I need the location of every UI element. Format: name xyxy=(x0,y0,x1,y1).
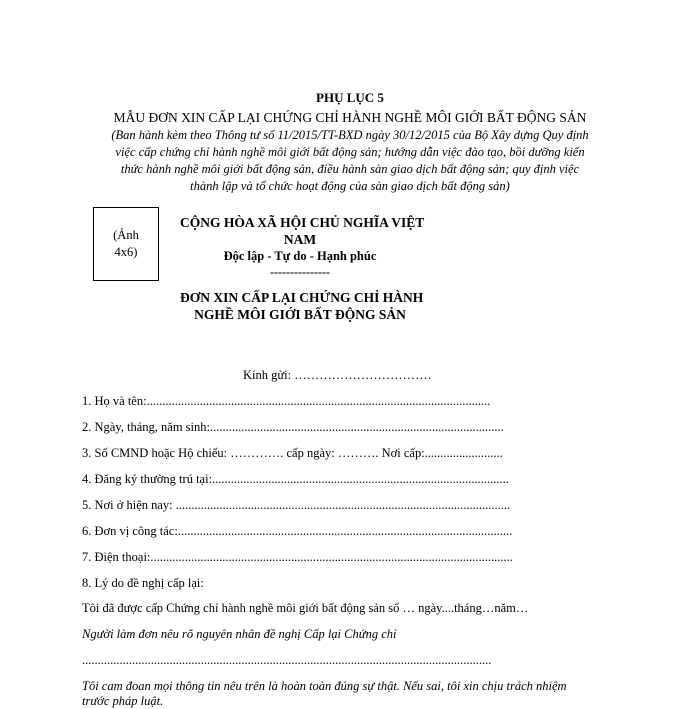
field-permanent-residence: 4. Đăng ký thường trú tại:............................................................................................... xyxy=(82,472,509,486)
photo-placeholder xyxy=(93,207,159,281)
subtitle-line: thành lập và tổ chức hoạt động của sàn giao dịch bất động sản) xyxy=(190,179,510,193)
certificate-statement: Tôi đã được cấp Chứng chỉ hành nghề môi giới bất động sản số … ngày....tháng…năm… xyxy=(82,601,529,615)
appendix-label: PHỤ LỤC 5 xyxy=(316,90,384,105)
field-full-name: 1. Họ và tên:.............................................................................................................. xyxy=(82,394,491,408)
field-reissue-reason: 8. Lý do đề nghị cấp lại: xyxy=(82,576,204,590)
national-title-line: CỘNG HÒA XÃ HỘI CHỦ NGHĨA VIỆT xyxy=(180,215,425,230)
document-title: MẪU ĐƠN XIN CẤP LẠI CHỨNG CHỈ HÀNH NGHỀ MÔI GIỚI BẤT ĐỘNG SẢN xyxy=(113,110,587,125)
subtitle-line: việc cấp chứng chỉ hành nghề môi giới bất động sản; hướng dẫn việc đào tạo, bồi dưỡng kiến xyxy=(115,145,585,159)
commitment-line: Tôi cam đoan mọi thông tin nêu trên là hoàn toàn đúng sự thật. Nếu sai, tôi xin chịu trách nhiệm xyxy=(82,679,567,693)
subtitle-line: thức hành nghề môi giới bất động sản, điều hành sàn giao dịch bất động sản; quy định việc xyxy=(120,162,580,176)
field-current-address: 5. Nơi ở hiện nay: ........................................................................................................... xyxy=(82,498,511,512)
field-date-of-birth: 2. Ngày, tháng, năm sinh:.............................................................................................. xyxy=(82,420,504,434)
form-title-line: NGHỀ MÔI GIỚI BẤT ĐỘNG SẢN xyxy=(194,307,406,322)
field-workplace: 6. Đơn vị công tác:........................................................................................................... xyxy=(82,524,513,538)
field-id-number: 3. Số CMND hoặc Hộ chiếu: …………. cấp ngày: ………. Nơi cấp:......................... xyxy=(82,446,503,460)
motto-rule: --------------- xyxy=(270,265,330,279)
photo-label-line: 4x6) xyxy=(114,245,138,259)
form-title-line: ĐƠN XIN CẤP LẠI CHỨNG CHỈ HÀNH xyxy=(180,290,424,305)
field-phone: 7. Điện thoại:.................................................................................................................... xyxy=(82,550,513,564)
national-title-line: NAM xyxy=(283,232,317,247)
reason-dotted-line: ................................................................................................................................... xyxy=(82,653,492,667)
photo-label-line: (Ảnh xyxy=(113,228,139,242)
commitment-line: trước pháp luật. xyxy=(82,694,164,708)
national-motto: Độc lập - Tự do - Hạnh phúc xyxy=(223,249,377,263)
recipient-line: Kính gửi: …………………………… xyxy=(243,368,432,382)
subtitle-line: (Ban hành kèm theo Thông tư số 11/2015/TT-BXD ngày 30/12/2015 của Bộ Xây dựng Quy định xyxy=(111,128,589,142)
reason-prompt: Người làm đơn nêu rõ nguyên nhân đề nghị Cấp lại Chứng chỉ xyxy=(82,627,397,641)
